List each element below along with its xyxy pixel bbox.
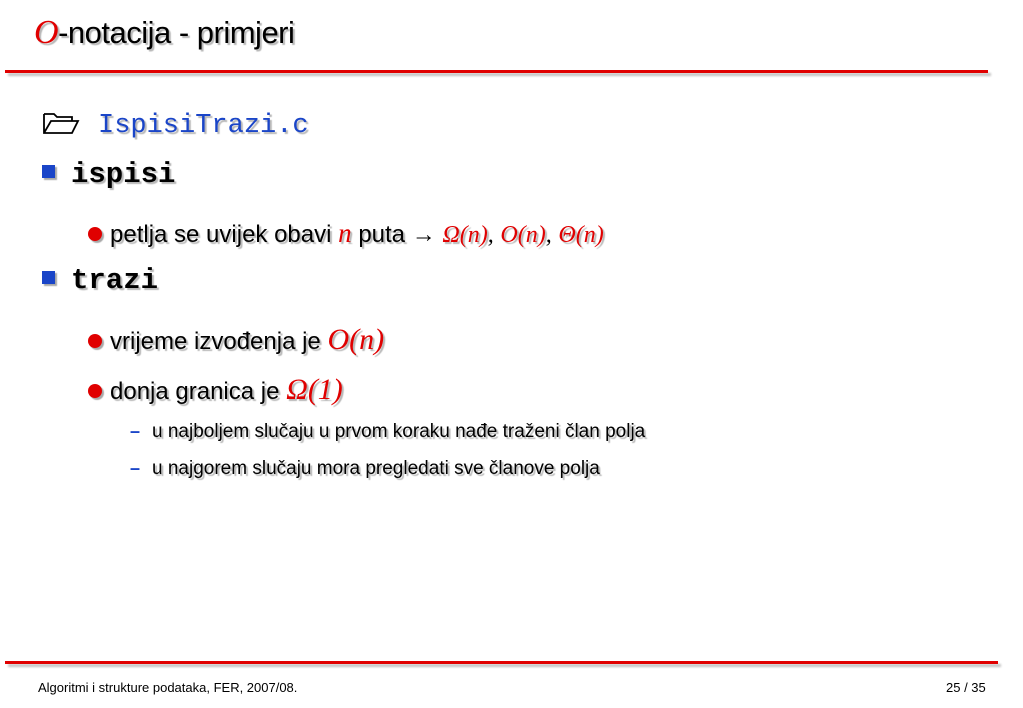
round-bullet-icon xyxy=(88,227,102,241)
trazi-sub-2 xyxy=(130,458,600,480)
square-bullet-icon xyxy=(42,165,55,178)
ispisi-item-1-text: petlja se uvijek obavi xyxy=(110,221,332,248)
var-n: n xyxy=(338,218,352,248)
arrow-icon: → xyxy=(411,222,436,248)
omega-1-expr: Ω(1) xyxy=(286,373,343,406)
trazi-item-1 xyxy=(88,323,384,357)
page-title xyxy=(34,14,294,52)
trazi-sub-2-text: u najgorem slučaju mora pregledati sve članove polja xyxy=(152,458,600,479)
trazi-sub-1 xyxy=(130,421,645,443)
puta-text: puta xyxy=(358,221,406,248)
footer-page-number: 25 / 35 xyxy=(946,680,986,695)
trazi-sub-1-text: u najboljem slučaju u prvom koraku nađe traženi član polja xyxy=(152,421,646,442)
file-line xyxy=(42,108,309,141)
folder-open-icon xyxy=(42,108,80,136)
title-divider xyxy=(5,70,988,73)
bigo-n-expr: O(n) xyxy=(327,323,385,356)
dash-bullet-icon: – xyxy=(130,421,141,441)
theta-expr: Θ(n) xyxy=(558,222,604,248)
trazi-item-2-text: donja granica je xyxy=(110,378,280,405)
dash-bullet-icon: – xyxy=(130,458,141,478)
title-text: -notacija - primjeri xyxy=(58,15,295,50)
bigo-expr: O(n) xyxy=(500,222,546,248)
square-bullet-icon xyxy=(42,271,55,284)
trazi-label: trazi xyxy=(71,264,159,297)
title-italic-o: O xyxy=(34,14,59,51)
footer-course: Algoritmi i strukture podataka, FER, 2007/08. xyxy=(38,680,298,695)
ispisi-label: ispisi xyxy=(71,158,176,191)
ispisi-item-1 xyxy=(88,218,604,249)
round-bullet-icon xyxy=(88,384,102,398)
sep-2: , xyxy=(545,222,552,248)
round-bullet-icon xyxy=(88,334,102,348)
footer-divider xyxy=(5,661,998,664)
file-name: IspisiTrazi.c xyxy=(98,111,309,141)
trazi-item-2 xyxy=(88,373,343,407)
trazi-item-1-text: vrijeme izvođenja je xyxy=(110,328,321,355)
omega-expr: Ω(n) xyxy=(442,222,488,248)
sep-1: , xyxy=(487,222,494,248)
bullet-ispisi xyxy=(42,158,175,191)
bullet-trazi xyxy=(42,264,158,297)
